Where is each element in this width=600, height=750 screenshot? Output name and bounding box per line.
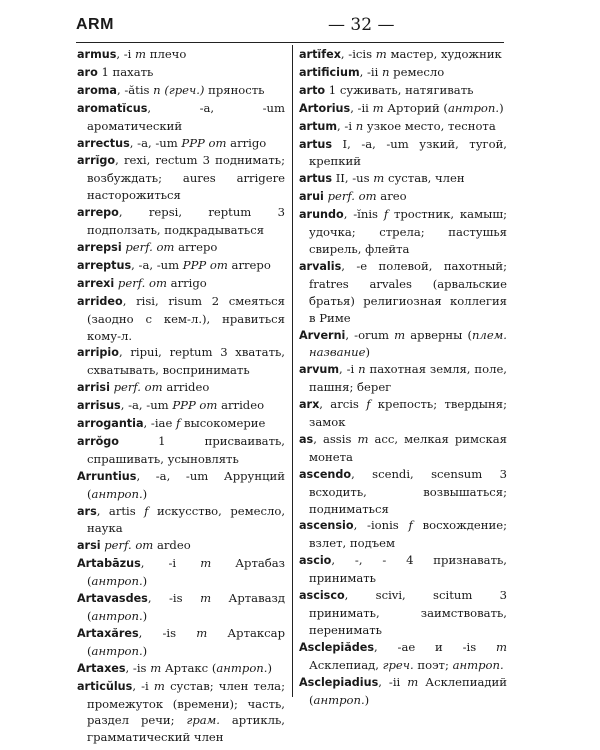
headword: ascensio	[299, 519, 354, 533]
definition-text: , -e полевой, пахотный; fratres arvales (арвальские братья) религиозная коллегия в Риме	[309, 258, 507, 325]
dictionary-entry	[299, 170, 507, 188]
headword: arvum	[299, 363, 339, 377]
grammar-label: n	[355, 118, 364, 133]
definition-text: , -is	[147, 591, 201, 606]
dictionary-entry	[299, 258, 507, 327]
dictionary-entry	[77, 204, 285, 239]
grammar-label: m	[200, 556, 212, 571]
dictionary-entry	[77, 555, 285, 590]
page-header	[76, 14, 504, 40]
grammar-label: m	[153, 678, 165, 693]
definition-text: , -i	[116, 47, 136, 61]
grammar-label: PPP от	[181, 135, 227, 150]
definition-text: пахотная земля, поле, пашня; берег	[309, 362, 507, 395]
definition-text: 1 суживать, натягивать	[325, 82, 474, 97]
grammar-label: n (греч.)	[153, 82, 205, 97]
headword: arrideo	[77, 294, 123, 308]
header-rule	[76, 42, 504, 43]
grammar-label: m	[375, 47, 387, 61]
dictionary-entry	[299, 188, 507, 206]
definition-text: , -i	[140, 556, 201, 571]
headword: Arruntius	[77, 469, 137, 483]
headword: Artaxes	[77, 661, 126, 675]
headword: arundo	[299, 208, 344, 222]
definition-text: , scivi, scitum 3 принимать, заимствовать, перенимать	[309, 588, 507, 637]
grammar-label: m	[373, 171, 385, 186]
grammar-label: PPP от	[172, 398, 218, 413]
grammar-label: грам.	[186, 713, 220, 728]
grammar-label: m	[372, 100, 384, 115]
headword: aromatĭcus	[77, 101, 148, 115]
headword: articŭlus	[77, 679, 133, 693]
dictionary-entry	[299, 118, 507, 136]
definition-text: )	[142, 609, 148, 623]
definition-text: , scendi, scensum 3 всходить, возвышаться; подниматься	[309, 466, 507, 516]
grammar-label: антроп.	[313, 692, 365, 707]
definition-text: , artis	[96, 503, 145, 518]
definition-text: arrideo	[217, 398, 265, 413]
grammar-label: m	[135, 47, 147, 61]
grammar-label: m	[407, 674, 419, 689]
grammar-label: f	[366, 397, 371, 412]
definition-text: , ripui, reptum 3 хватать, схватывать, воспринимать	[87, 345, 285, 378]
definition-text: , -is	[125, 660, 151, 675]
headword: aro	[77, 65, 98, 79]
grammar-label: антроп.	[91, 609, 143, 623]
dictionary-entry	[77, 468, 285, 503]
dictionary-entry	[299, 327, 507, 362]
dictionary-entry	[77, 46, 285, 64]
dictionary-entry	[299, 136, 507, 171]
grammar-label: f	[144, 503, 149, 518]
grammar-label: perf. от	[117, 275, 167, 290]
headword: artus	[299, 172, 333, 186]
grammar-label: m	[357, 431, 369, 446]
headword: arrŏgo	[77, 434, 119, 448]
grammar-label: f	[408, 518, 413, 533]
definition-text: Артавазд (	[87, 591, 285, 623]
headword: as	[299, 432, 314, 446]
definition-text: , -i	[132, 678, 154, 693]
headword: aroma	[77, 83, 117, 97]
definition-text: асс, мелкая римская монета	[309, 431, 507, 464]
dictionary-entry	[77, 100, 285, 135]
headword: arrectus	[77, 136, 130, 150]
headword: arvalis	[299, 259, 342, 273]
grammar-label: антроп.	[91, 486, 143, 501]
definition-text: ремесло	[389, 64, 445, 79]
headword: Artabāzus	[77, 557, 141, 571]
dictionary-entry	[77, 64, 285, 82]
definition-text: 1 пахать	[97, 64, 154, 79]
dictionary-entry	[77, 379, 285, 397]
headword: ascendo	[299, 467, 352, 481]
dictionary-entry	[299, 361, 507, 396]
definition-text: поэт;	[413, 657, 453, 672]
definition-text: , -ii	[350, 100, 373, 115]
headword: arx	[299, 398, 320, 412]
grammar-label: PPP от	[182, 257, 228, 272]
headword: arrisus	[77, 399, 121, 413]
dictionary-entry	[299, 82, 507, 100]
grammar-label: perf. от	[327, 189, 377, 204]
dictionary-entry	[77, 82, 285, 100]
definition-text: , -a, -um Аррунций (	[87, 468, 285, 501]
grammar-label: m	[394, 327, 406, 342]
dictionary-entry	[299, 396, 507, 431]
headword: Artaxăres	[77, 626, 139, 640]
definition-text: , -a, -um ароматический	[87, 100, 285, 133]
definition-text: сустав; член тела; промежуток (времени); часть, раздел речи;	[87, 678, 285, 728]
definition-text: , -iae	[143, 416, 176, 431]
grammar-label: антроп.	[447, 100, 500, 115]
dictionary-entry	[77, 625, 285, 660]
definition-text: мастер, художник	[386, 47, 502, 61]
grammar-label: антроп.	[452, 657, 504, 672]
definition-text: arrigo	[226, 135, 267, 150]
definition-text: Артаксар (	[87, 625, 285, 658]
headword: Asclepiădes	[299, 640, 375, 654]
dictionary-entry	[299, 552, 507, 587]
dictionary-entry	[299, 517, 507, 552]
dictionary-entry	[299, 100, 507, 118]
headword: arui	[299, 190, 324, 204]
dictionary-entry	[77, 415, 285, 433]
definition-text: Артабаз (	[87, 556, 285, 589]
definition-text: , -i	[338, 362, 359, 377]
definition-text: , -i	[337, 118, 356, 133]
dictionary-entry	[77, 433, 285, 468]
headword: arreptus	[77, 258, 132, 272]
headword: artĭfex	[299, 48, 341, 61]
dictionary-entry	[77, 344, 285, 379]
dictionary-entry	[77, 537, 285, 555]
definition-text: , -a, -um	[120, 398, 173, 413]
definition-text: арверны (	[405, 327, 472, 342]
definition-text: , -ionis	[353, 518, 409, 533]
grammar-label: антроп.	[91, 574, 143, 589]
grammar-label: m	[150, 660, 162, 675]
definition-text: , -ae и -is	[374, 639, 496, 654]
headword: arripio	[77, 346, 119, 360]
running-head: ARM	[76, 16, 114, 33]
definition-text: , -, - 4 признавать, принимать	[309, 553, 507, 586]
grammar-label: антроп.	[91, 643, 143, 658]
definition-text: arrepo	[174, 239, 218, 254]
definition-text: )	[142, 574, 148, 589]
headword: arsi	[77, 539, 101, 553]
grammar-label: n	[382, 64, 390, 79]
definition-text: , -is	[138, 625, 197, 640]
headword: artum	[299, 119, 338, 133]
dictionary-entry	[299, 46, 507, 64]
grammar-label: f	[383, 207, 389, 222]
definition-text: arrepo	[227, 257, 271, 272]
right-column	[299, 46, 507, 708]
definition-text: , -icis	[340, 47, 376, 61]
headword: Arverni	[299, 328, 346, 342]
headword: arrĭgo	[77, 154, 116, 168]
headword: arrepo	[77, 206, 119, 220]
headword: arrisi	[77, 381, 110, 395]
definition-text: )	[364, 692, 370, 707]
definition-text: восхождение; взлет, подъем	[309, 518, 507, 551]
grammar-label: perf. от	[104, 538, 154, 553]
grammar-label: греч.	[382, 657, 414, 672]
dictionary-entry	[299, 431, 507, 466]
dictionary-entry	[299, 466, 507, 518]
headword: Asclepiadius	[299, 675, 379, 689]
definition-text: Артакс (	[161, 660, 217, 675]
definition-text: сустав, член	[384, 171, 465, 186]
dictionary-entry	[299, 206, 507, 258]
definition-text: , assis	[313, 431, 358, 446]
dictionary-entry	[77, 152, 285, 204]
definition-text: , -a, -um	[129, 135, 182, 150]
definition-text: , -ii	[359, 64, 383, 79]
definition-text: )	[142, 643, 148, 658]
definition-text: areo	[376, 189, 407, 204]
column-divider	[292, 45, 293, 697]
dictionary-entry	[77, 503, 285, 538]
definition-text: , -orum	[345, 327, 395, 342]
dictionary-entry	[299, 639, 507, 674]
dictionary-entry	[77, 678, 285, 747]
headword: ascio	[299, 554, 332, 568]
headword: arto	[299, 83, 326, 97]
page-number: — 32 —	[328, 15, 395, 35]
definition-text: крепость; твердыня; замок	[309, 397, 507, 430]
headword: ascisco	[299, 589, 345, 603]
definition-text: arrideo	[162, 380, 210, 395]
dictionary-entry	[299, 64, 507, 82]
definition-text: II, -us	[332, 171, 374, 186]
dictionary-entry	[77, 660, 285, 678]
definition-text: пряность	[204, 82, 265, 97]
definition-text: )	[365, 345, 371, 360]
definition-text: Арторий (	[383, 100, 448, 115]
grammar-label: антроп.	[216, 660, 268, 675]
dictionary-entry	[77, 397, 285, 415]
grammar-label: m	[196, 625, 208, 640]
headword: arrepsi	[77, 240, 122, 254]
definition-text: искусство, ремесло, наука	[87, 503, 286, 536]
dictionary-entry	[299, 674, 507, 709]
definition-text: , repsi, reptum 3 подползать, подкрадываться	[87, 205, 285, 238]
left-column	[77, 46, 285, 746]
definition-text: )	[142, 486, 148, 501]
definition-text: Асклепиадий (	[309, 674, 507, 707]
dictionary-entry	[77, 257, 285, 275]
dictionary-entry	[77, 275, 285, 293]
grammar-label: плем. название	[309, 327, 507, 360]
grammar-label: perf. от	[113, 380, 163, 395]
grammar-label: perf. от	[125, 239, 175, 254]
definition-text: , -ii	[378, 674, 408, 689]
definition-text: тростник, камыш; удочка; стрела; пастушья свирель, флейта	[309, 207, 507, 256]
definition-text: , risi, risum 2 смеяться (заодно с кем-л.), нравиться кому-л.	[87, 293, 285, 343]
definition-text: артикль, грамматический член	[87, 713, 285, 745]
grammar-label: m	[496, 639, 507, 654]
headword: artificium	[299, 65, 360, 79]
grammar-label: n	[358, 362, 366, 377]
definition-text: высокомерие	[180, 416, 266, 431]
definition-text: , rexi, rectum 3 поднимать; возбуждать; aures arrigere насторожиться	[87, 153, 285, 203]
headword: armus	[77, 48, 117, 61]
headword: artus	[299, 137, 333, 151]
definition-text: )	[267, 660, 272, 675]
grammar-label: f	[176, 416, 181, 431]
definition-text: , -ĭnis	[343, 207, 384, 222]
dictionary-entry	[77, 239, 285, 257]
dictionary-entry	[299, 587, 507, 639]
definition-text: Асклепиад,	[309, 657, 383, 672]
grammar-label: m	[200, 591, 212, 606]
dictionary-entry	[77, 135, 285, 153]
definition-text: 1 присваивать, спрашивать, усыновлять	[87, 433, 285, 466]
definition-text: I, -a, -um узкий, тугой, крепкий	[309, 136, 507, 169]
definition-text: , -a, -um	[131, 257, 183, 272]
headword: arrexi	[77, 276, 115, 290]
dictionary-entry	[77, 293, 285, 345]
definition-text: узкое место, теснота	[363, 118, 496, 133]
dictionary-entry	[77, 590, 285, 625]
definition-text: плечо	[146, 47, 187, 61]
headword: ars	[77, 504, 97, 518]
headword: arrogantia	[77, 417, 144, 431]
headword: Artavasdes	[77, 592, 148, 606]
definition-text: ardeo	[153, 538, 191, 553]
headword: Artorius	[299, 101, 351, 115]
definition-text: , arcis	[319, 397, 367, 412]
definition-text: arrigo	[166, 275, 207, 290]
definition-text: )	[499, 100, 504, 115]
definition-text: , -ătis	[116, 82, 154, 97]
